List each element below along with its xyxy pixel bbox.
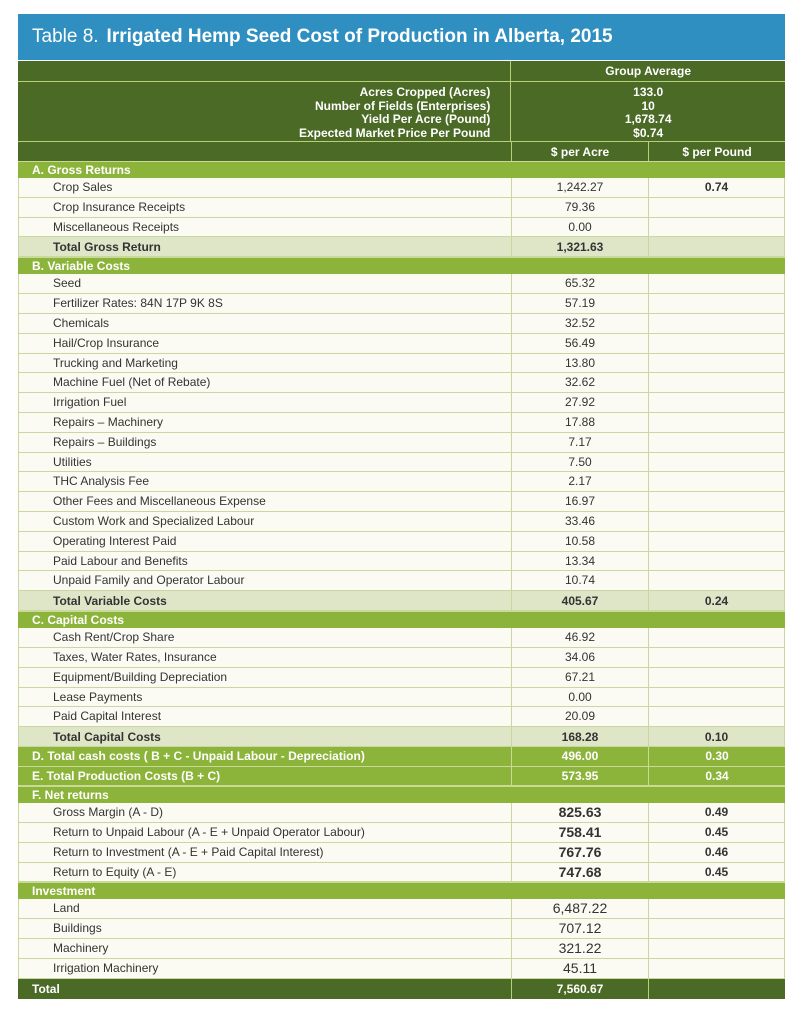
section-header: F. Net returns	[18, 786, 785, 803]
table-row	[18, 274, 785, 294]
row-label: Machine Fuel (Net of Rebate)	[18, 373, 511, 392]
table-row	[18, 198, 785, 218]
per-acre-value: 13.80	[511, 354, 648, 373]
info-value: 133.0	[633, 85, 664, 99]
per-pound-value	[648, 218, 785, 237]
per-pound-value: 0.45	[648, 823, 785, 842]
section-header: A. Gross Returns	[18, 161, 785, 178]
table-row	[18, 294, 785, 314]
per-pound-value	[648, 628, 785, 647]
table-row	[18, 393, 785, 413]
table-row	[18, 668, 785, 688]
table-row	[18, 899, 785, 919]
total-per-acre: 7,560.67	[511, 979, 648, 999]
per-pound-value	[648, 492, 785, 511]
info-label: Number of Fields (Enterprises)	[314, 98, 491, 113]
total-row	[18, 979, 785, 999]
row-label: Return to Unpaid Labour (A - E + Unpaid Operator Labour)	[18, 823, 511, 842]
section-header: B. Variable Costs	[18, 257, 785, 274]
per-acre-value: 45.11	[511, 959, 648, 978]
row-label: Paid Labour and Benefits	[18, 552, 511, 571]
total-label: D. Total cash costs ( B + C - Unpaid Labour - Depreciation)	[32, 749, 365, 764]
table-number: Table 8.	[32, 26, 99, 47]
row-label: Crop Sales	[18, 178, 511, 197]
per-acre-value: 0.00	[511, 218, 648, 237]
per-acre-value: 747.68	[511, 863, 648, 882]
per-acre-value: 707.12	[511, 919, 648, 938]
table-row	[18, 939, 785, 959]
row-label: Trucking and Marketing	[18, 354, 511, 373]
total-label: Total	[32, 981, 60, 996]
row-label: Return to Equity (A - E)	[18, 863, 511, 882]
per-pound-value	[648, 707, 785, 726]
per-acre-value: 67.21	[511, 668, 648, 687]
header-units-row	[18, 141, 785, 161]
row-label: Taxes, Water Rates, Insurance	[18, 648, 511, 667]
total-row	[18, 747, 785, 767]
per-pound-value	[648, 314, 785, 333]
info-values	[510, 82, 785, 141]
per-acre-value: 758.41	[511, 823, 648, 842]
per-acre-value: 825.63	[511, 803, 648, 822]
total-row	[18, 727, 785, 747]
per-acre-value: 321.22	[511, 939, 648, 958]
table-row	[18, 373, 785, 393]
per-acre-value: 2.17	[511, 472, 648, 491]
total-label: Total Capital Costs	[18, 727, 511, 746]
row-label: Repairs – Machinery	[18, 413, 511, 432]
per-acre-value: 32.62	[511, 373, 648, 392]
row-label: Fertilizer Rates: 84N 17P 9K 8S	[18, 294, 511, 313]
table-row	[18, 843, 785, 863]
per-pound-value	[648, 571, 785, 590]
row-label: Gross Margin (A - D)	[18, 803, 511, 822]
header-group-row	[18, 61, 785, 81]
row-label: Paid Capital Interest	[18, 707, 511, 726]
per-pound-value	[648, 354, 785, 373]
row-label: Utilities	[18, 453, 511, 472]
per-acre-value: 6,487.22	[511, 899, 648, 918]
row-label: Operating Interest Paid	[18, 532, 511, 551]
total-row	[18, 767, 785, 787]
per-pound-value	[648, 648, 785, 667]
total-per-pound	[648, 237, 785, 256]
per-pound-value: 0.46	[648, 843, 785, 862]
row-label: Seed	[18, 274, 511, 293]
per-acre-value: 46.92	[511, 628, 648, 647]
per-pound-value	[648, 552, 785, 571]
table-row	[18, 628, 785, 648]
total-per-pound	[648, 979, 785, 999]
per-pound-value	[648, 668, 785, 687]
row-label: Crop Insurance Receipts	[18, 198, 511, 217]
per-pound-value	[648, 899, 785, 918]
per-acre-value: 17.88	[511, 413, 648, 432]
row-label: Irrigation Fuel	[18, 393, 511, 412]
total-label: E. Total Production Costs (B + C)	[32, 768, 221, 783]
table-row	[18, 688, 785, 708]
section-header: C. Capital Costs	[18, 611, 785, 628]
table-row	[18, 472, 785, 492]
per-pound-value	[648, 688, 785, 707]
table-title-bar	[18, 14, 785, 60]
per-acre-value: 767.76	[511, 843, 648, 862]
total-label: Total Variable Costs	[18, 591, 511, 610]
per-pound-value	[648, 472, 785, 491]
per-acre-value: 0.00	[511, 688, 648, 707]
table-title: Irrigated Hemp Seed Cost of Production in Alberta, 2015	[106, 26, 613, 47]
total-row	[18, 591, 785, 611]
per-pound-value	[648, 393, 785, 412]
table-row	[18, 512, 785, 532]
per-acre-value: 65.32	[511, 274, 648, 293]
total-per-acre: 1,321.63	[511, 237, 648, 256]
per-acre-value: 10.58	[511, 532, 648, 551]
info-value: 1,678.74	[624, 112, 672, 126]
info-label: Yield Per Acre (Pound)	[361, 112, 491, 126]
total-per-pound: 0.10	[648, 727, 785, 746]
table-row	[18, 413, 785, 433]
cost-table	[18, 61, 785, 999]
row-label: Equipment/Building Depreciation	[18, 668, 511, 687]
table-row	[18, 823, 785, 843]
per-pound-header: $ per Pound	[648, 142, 785, 161]
row-label: Hail/Crop Insurance	[18, 334, 511, 353]
per-acre-value: 27.92	[511, 393, 648, 412]
per-pound-value	[648, 294, 785, 313]
per-acre-value: 10.74	[511, 571, 648, 590]
per-acre-value: 1,242.27	[511, 178, 648, 197]
per-pound-value	[648, 453, 785, 472]
per-acre-value: 7.17	[511, 433, 648, 452]
info-label: Acres Cropped (Acres)	[359, 85, 491, 99]
info-value: 10	[641, 98, 655, 113]
total-per-pound: 0.30	[648, 747, 785, 766]
row-label: Lease Payments	[18, 688, 511, 707]
per-pound-value	[648, 939, 785, 958]
row-label: Buildings	[18, 919, 511, 938]
per-pound-value	[648, 919, 785, 938]
info-labels	[18, 82, 510, 141]
section-header: Investment	[18, 882, 785, 899]
total-label: Total Gross Return	[18, 237, 511, 256]
table-body	[18, 161, 785, 999]
total-per-acre: 405.67	[511, 591, 648, 610]
row-label: Miscellaneous Receipts	[18, 218, 511, 237]
per-acre-value: 79.36	[511, 198, 648, 217]
total-per-acre: 496.00	[511, 747, 648, 766]
per-pound-value	[648, 274, 785, 293]
per-acre-value: 20.09	[511, 707, 648, 726]
per-acre-value: 34.06	[511, 648, 648, 667]
per-acre-value: 13.34	[511, 552, 648, 571]
total-per-acre: 573.95	[511, 767, 648, 786]
per-pound-value: 0.74	[648, 178, 785, 197]
table-row	[18, 571, 785, 591]
per-acre-value: 7.50	[511, 453, 648, 472]
table-row	[18, 314, 785, 334]
table-row	[18, 919, 785, 939]
row-label: Cash Rent/Crop Share	[18, 628, 511, 647]
per-pound-value	[648, 413, 785, 432]
row-label: Return to Investment (A - E + Paid Capital Interest)	[18, 843, 511, 862]
info-value: $0.74	[633, 125, 664, 140]
row-label: Irrigation Machinery	[18, 959, 511, 978]
table-row	[18, 218, 785, 238]
row-label: Custom Work and Specialized Labour	[18, 512, 511, 531]
table-row	[18, 552, 785, 572]
total-per-acre: 168.28	[511, 727, 648, 746]
per-pound-value: 0.49	[648, 803, 785, 822]
row-label: Repairs – Buildings	[18, 433, 511, 452]
total-row	[18, 237, 785, 257]
per-pound-value	[648, 373, 785, 392]
table-row	[18, 803, 785, 823]
group-average-header: Group Average	[510, 61, 785, 81]
row-label: Land	[18, 899, 511, 918]
header-info-row	[18, 81, 785, 141]
table-row	[18, 334, 785, 354]
per-acre-value: 32.52	[511, 314, 648, 333]
info-label: Expected Market Price Per Pound	[298, 125, 491, 140]
table-row	[18, 863, 785, 883]
per-pound-value	[648, 959, 785, 978]
per-pound-value	[648, 433, 785, 452]
per-pound-value: 0.45	[648, 863, 785, 882]
table-row	[18, 178, 785, 198]
row-label: Other Fees and Miscellaneous Expense	[18, 492, 511, 511]
row-label: Unpaid Family and Operator Labour	[18, 571, 511, 590]
table-row	[18, 492, 785, 512]
per-pound-value	[648, 532, 785, 551]
table-row	[18, 959, 785, 979]
per-acre-value: 57.19	[511, 294, 648, 313]
per-pound-value	[648, 198, 785, 217]
table-row	[18, 532, 785, 552]
row-label: THC Analysis Fee	[18, 472, 511, 491]
table-row	[18, 648, 785, 668]
per-pound-value	[648, 512, 785, 531]
total-per-pound: 0.34	[648, 767, 785, 786]
per-acre-value: 33.46	[511, 512, 648, 531]
row-label: Chemicals	[18, 314, 511, 333]
table-row	[18, 433, 785, 453]
per-acre-value: 16.97	[511, 492, 648, 511]
per-acre-value: 56.49	[511, 334, 648, 353]
total-per-pound: 0.24	[648, 591, 785, 610]
table-row	[18, 354, 785, 374]
table-row	[18, 453, 785, 473]
per-acre-header: $ per Acre	[511, 142, 648, 161]
table-row	[18, 707, 785, 727]
per-pound-value	[648, 334, 785, 353]
row-label: Machinery	[18, 939, 511, 958]
